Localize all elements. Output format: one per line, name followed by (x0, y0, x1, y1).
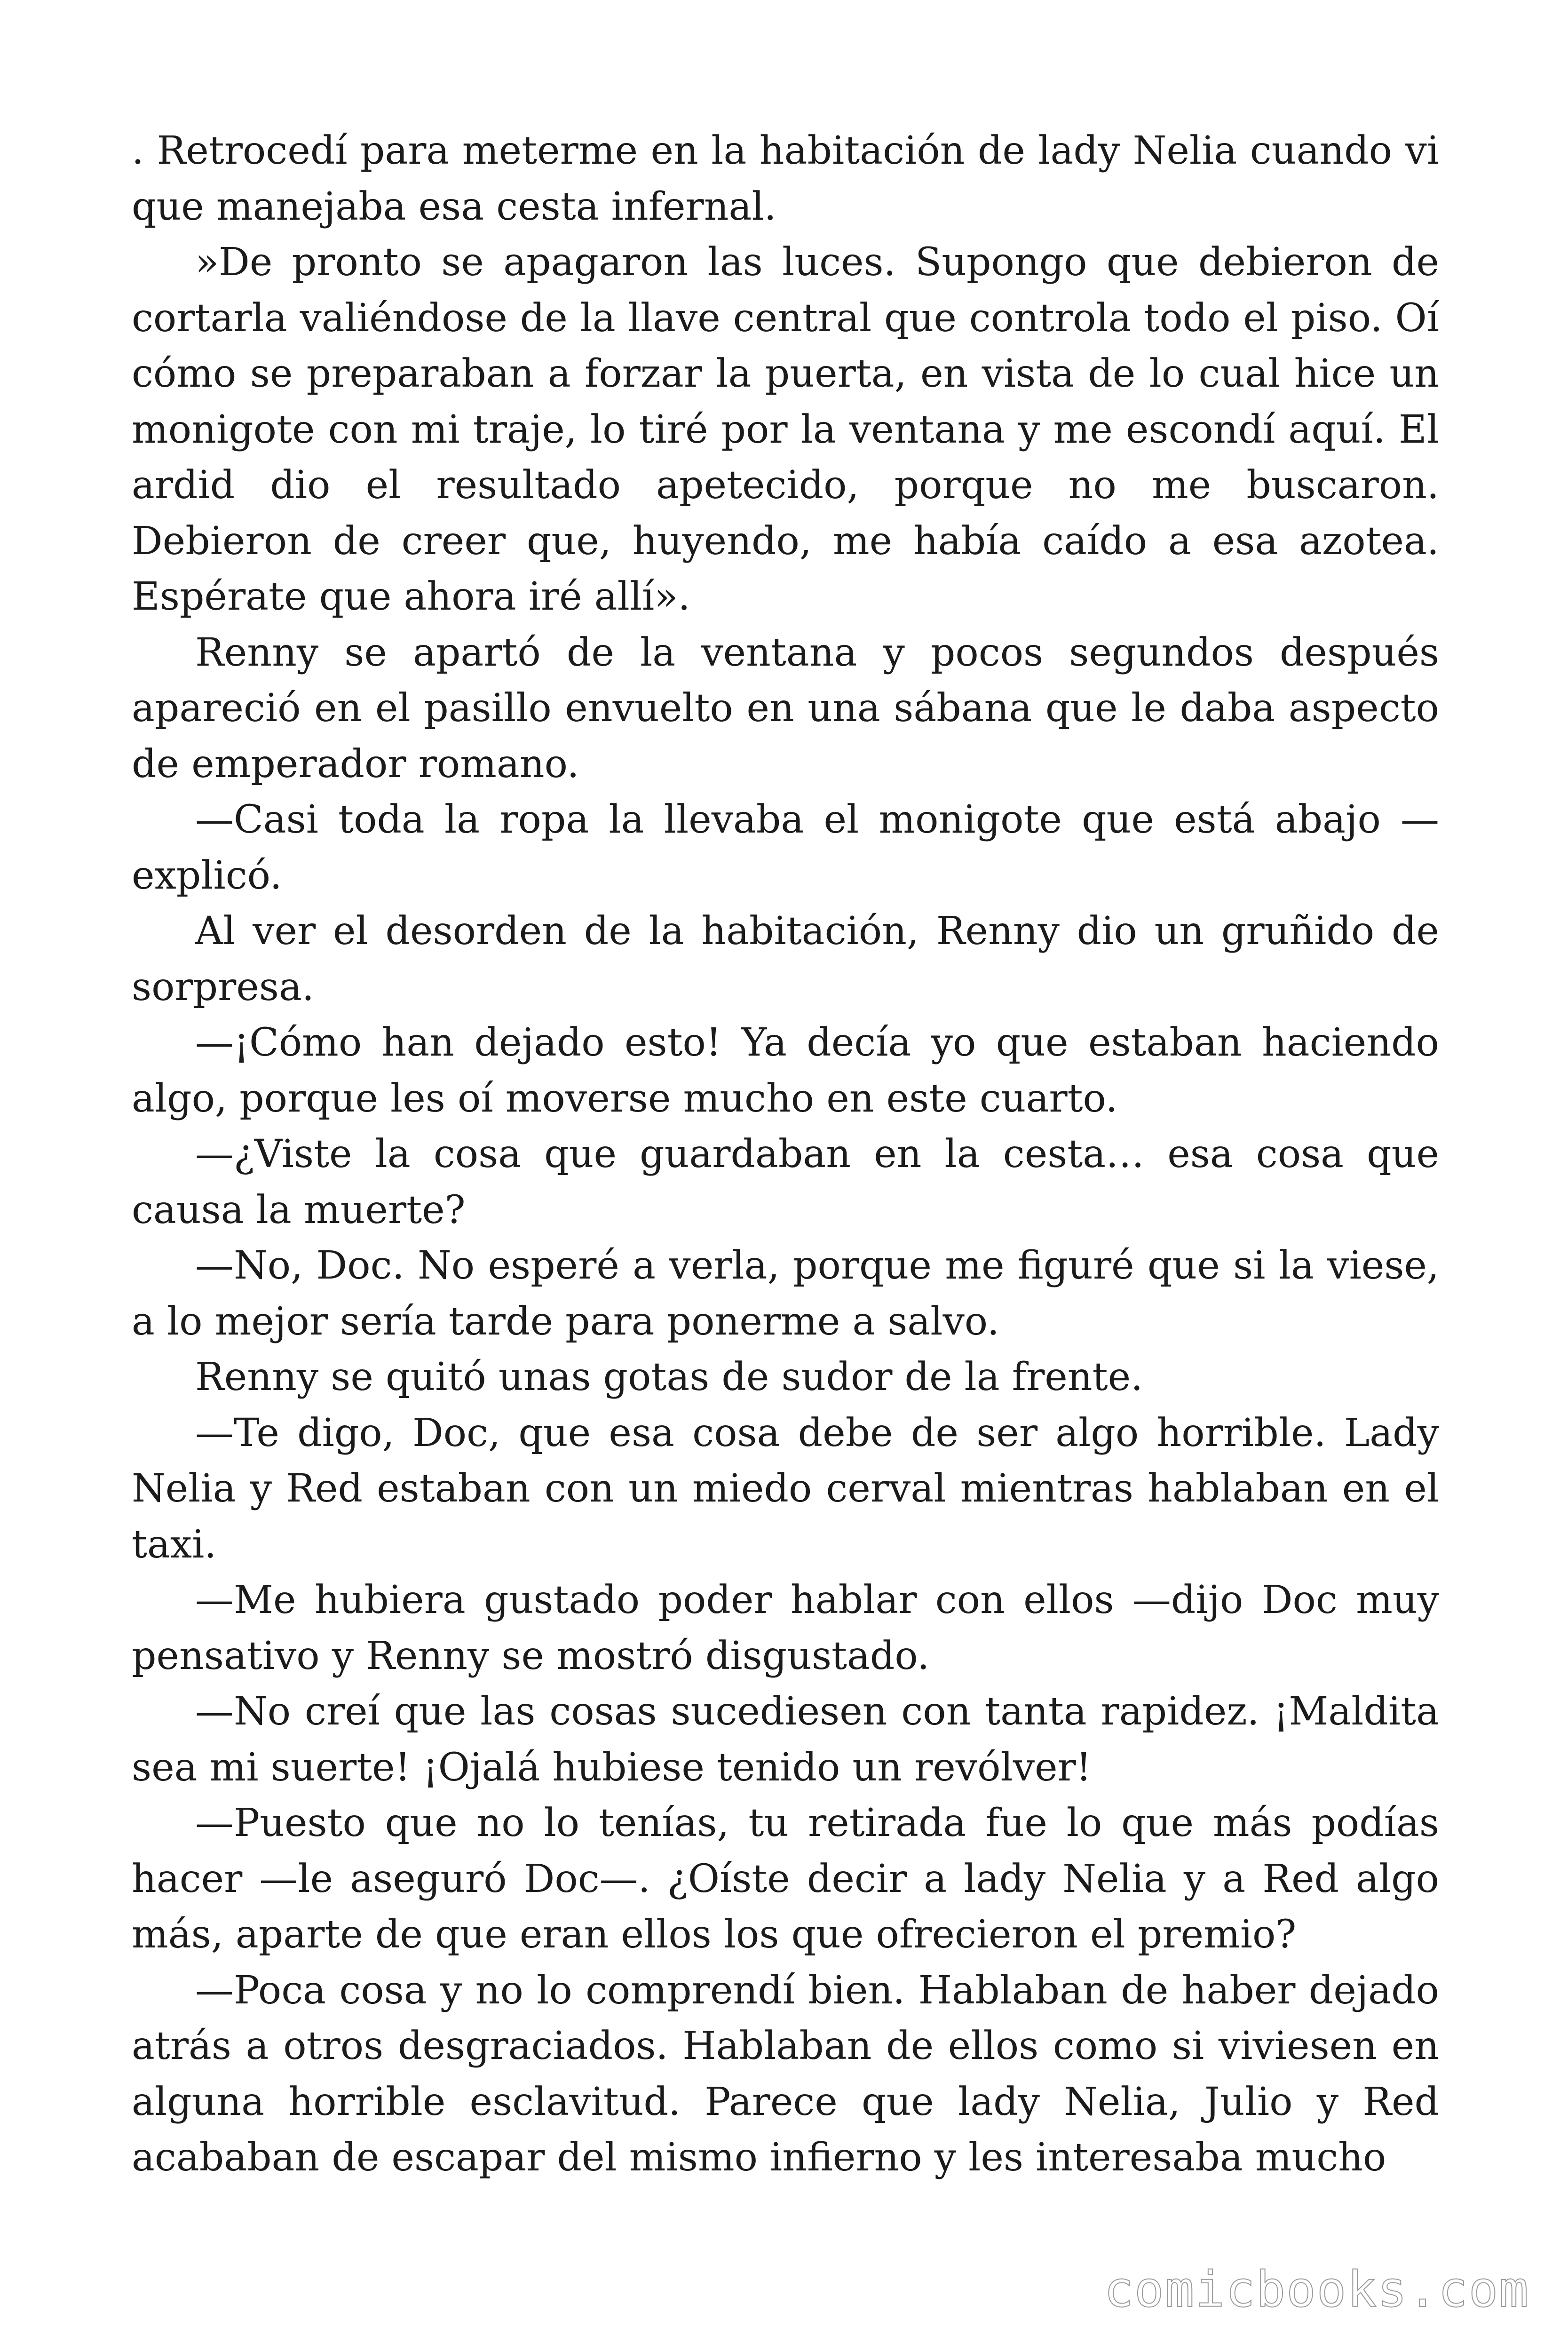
paragraph-14: —Poca cosa y no lo comprendí bien. Hablaban de haber dejado atrás a otros desgraciados. Hablaban de ellos como si viviesen en alguna horrible esclavitud. Parece que lady Nelia, Julio y Red acababan de escapar del mismo infierno y les interesaba mucho (132, 1968, 1439, 2180)
paragraph-1: . Retrocedí para meterme en la habitación de lady Nelia cuando vi que manejaba esa cesta infernal. (132, 128, 1439, 229)
paragraph-8: —No, Doc. No esperé a verla, porque me figuré que si la viese, a lo mejor sería tarde para ponerme a salvo. (132, 1243, 1439, 1344)
paragraph-11: —Me hubiera gustado poder hablar con ellos —dijo Doc muy pensativo y Renny se mostró disgustado. (132, 1578, 1439, 1678)
paragraph-3: Renny se apartó de la ventana y pocos segundos después apareció en el pasillo envuelto en una sábana que le daba aspecto de emperador romano. (132, 630, 1439, 787)
paragraph-2: »De pronto se apagaron las luces. Supongo que debieron de cortarla valiéndose de la llave central que controla todo el piso. Oí cómo se preparaban a forzar la puerta, en vista de lo cual hice un monigote con mi traje, lo tiré por la ventana y me escondí aquí. El ardid dio el resultado apetecido, porque no me buscaron. Debieron de creer que, huyendo, me había caído a esa azotea. Espérate que ahora iré allí». (132, 240, 1439, 619)
paragraph-12: —No creí que las cosas sucediesen con tanta rapidez. ¡Maldita sea mi suerte! ¡Ojalá hubiese tenido un revólver! (132, 1689, 1439, 1790)
site-watermark: comicbooks.com (1104, 2261, 1529, 2318)
paragraph-6: —¡Cómo han dejado esto! Ya decía yo que estaban haciendo algo, porque les oí moverse mucho en este cuarto. (132, 1020, 1439, 1121)
paragraph-5: Al ver el desorden de la habitación, Renny dio un gruñido de sorpresa. (132, 909, 1439, 1009)
paragraph-10: —Te digo, Doc, que esa cosa debe de ser algo horrible. Lady Nelia y Red estaban con un miedo cerval mientras hablaban en el taxi. (132, 1410, 1439, 1567)
paragraph-9: Renny se quitó unas gotas de sudor de la frente. (195, 1355, 1143, 1399)
paragraph-13: —Puesto que no lo tenías, tu retirada fue lo que más podías hacer —le aseguró Doc—. ¿Oíste decir a lady Nelia y a Red algo más, aparte de que eran ellos los que ofrecieron el premio? (132, 1801, 1439, 1957)
book-page-text (132, 123, 1439, 2212)
paragraph-7: —¿Viste la cosa que guardaban en la cesta… esa cosa que causa la muerte? (132, 1132, 1439, 1232)
paragraph-4: —Casi toda la ropa la llevaba el monigote que está abajo — explicó. (132, 797, 1439, 898)
